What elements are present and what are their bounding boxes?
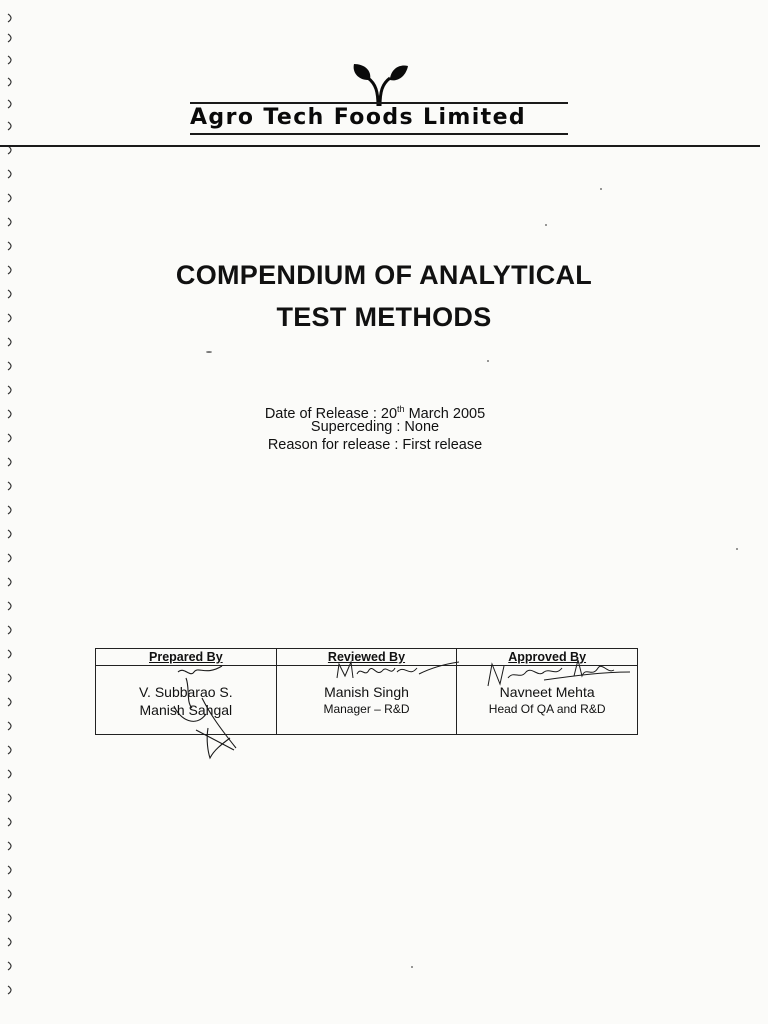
approved-by-cell: [457, 666, 638, 735]
scan-speck: [736, 548, 738, 550]
logo-top-rule: [190, 102, 568, 104]
scan-speck: [545, 224, 547, 226]
document-title-line2: TEST METHODS: [276, 302, 492, 332]
prepared-by-cell: [96, 666, 277, 735]
company-name: Agro Tech Foods Limited: [190, 105, 527, 130]
prepared-by-header: Prepared By: [96, 649, 277, 666]
reviewed-by-cell: [276, 666, 457, 735]
preparer-name-2: Manish Sahgal: [139, 702, 233, 718]
release-date-label: Date of Release : 20: [264, 405, 398, 422]
release-date-suffix: th: [397, 404, 405, 414]
scan-speck: [600, 188, 602, 190]
binding-holes: [0, 0, 26, 1024]
signoff-header-row: [96, 649, 638, 666]
reviewer-role: Manager – R&D: [323, 702, 410, 716]
reviewer-name: Manish Singh: [324, 684, 409, 700]
approver-name: Navneet Mehta: [499, 684, 595, 700]
scan-speck: [206, 351, 212, 353]
superceding: Superceding : None: [310, 419, 440, 435]
release-date-rest: March 2005: [404, 405, 486, 422]
page-header-rule: [0, 145, 760, 147]
approver-role: Head Of QA and R&D: [488, 702, 606, 716]
document-title-line1: COMPENDIUM OF ANALYTICAL: [175, 260, 593, 290]
release-reason: Reason for release : First release: [267, 437, 483, 453]
signoff-table: [95, 648, 638, 735]
approved-by-header: Approved By: [457, 649, 638, 666]
preparer-name-1: V. Subbarao S.: [138, 684, 233, 700]
logo-bottom-rule: [190, 133, 568, 135]
scan-speck: [411, 966, 413, 968]
reviewed-by-header: Reviewed By: [276, 649, 457, 666]
signoff-body-row: [96, 666, 638, 735]
scan-speck: [487, 360, 489, 362]
